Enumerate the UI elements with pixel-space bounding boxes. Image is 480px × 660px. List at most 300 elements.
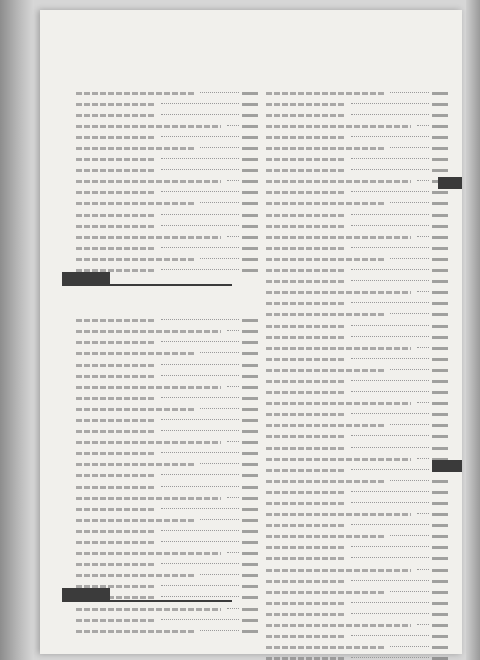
toc-entry-title [266, 491, 345, 494]
section-title [62, 588, 110, 602]
dot-leader [200, 147, 239, 148]
toc-entry-title [76, 452, 155, 455]
toc-entry [62, 393, 258, 403]
toc-entry [62, 415, 258, 425]
toc-entry-title [266, 158, 345, 161]
highlight-stamp [432, 460, 462, 472]
toc-entry-title [266, 236, 411, 239]
dot-leader [351, 524, 430, 525]
toc-entry-author [432, 236, 448, 239]
dot-leader [390, 258, 429, 259]
toc-entry-title [76, 236, 221, 239]
dot-leader [351, 358, 430, 359]
toc-entry [62, 232, 258, 242]
toc-entry-author [432, 557, 448, 560]
dot-leader [351, 103, 430, 104]
toc-entry [62, 549, 258, 559]
dot-leader [351, 247, 430, 248]
toc-entry-author [432, 336, 448, 339]
toc-entry [252, 254, 448, 264]
dot-leader [227, 236, 239, 237]
dot-leader [351, 280, 430, 281]
dot-leader [161, 158, 240, 159]
toc-entry-title [266, 580, 345, 583]
toc-entry-title [76, 608, 221, 611]
toc-entry [252, 487, 448, 497]
dot-leader [351, 602, 430, 603]
toc-entry-title [266, 424, 384, 427]
toc-entry-title [76, 474, 155, 477]
toc-entry-title [266, 92, 384, 95]
dot-leader [390, 147, 429, 148]
dot-leader [161, 452, 240, 453]
toc-entry-title [266, 191, 345, 194]
dot-leader [161, 541, 240, 542]
toc-entry-title [266, 313, 384, 316]
toc-entry-title [76, 486, 155, 489]
toc-entry-title [266, 447, 345, 450]
toc-entry-author [432, 214, 448, 217]
toc-entry-author [432, 646, 448, 649]
highlight-stamp [438, 177, 462, 189]
toc-entry-title [266, 136, 345, 139]
toc-entry [62, 99, 258, 109]
toc-entry-title [266, 214, 345, 217]
dot-leader [390, 313, 429, 314]
toc-entry [252, 432, 448, 442]
toc-entry [62, 626, 258, 636]
dot-leader [161, 508, 240, 509]
dot-leader [161, 474, 240, 475]
toc-entry-title [76, 563, 155, 566]
toc-entry-title [266, 391, 345, 394]
dot-leader [351, 302, 430, 303]
toc-entry-author [432, 391, 448, 394]
toc-entry [62, 449, 258, 459]
toc-entry [252, 443, 448, 453]
toc-entry [252, 454, 448, 464]
dot-leader [351, 336, 430, 337]
toc-entry [62, 132, 258, 142]
toc-entry-author [432, 435, 448, 438]
toc-entry [62, 338, 258, 348]
toc-entry [252, 110, 448, 120]
toc-entry [62, 438, 258, 448]
toc-entry [252, 576, 448, 586]
toc-entry-title [266, 624, 411, 627]
toc-entry-author [432, 147, 448, 150]
section-title [62, 272, 110, 286]
toc-entry-title [76, 574, 194, 577]
dot-leader [227, 441, 239, 442]
toc-entry-title [266, 458, 411, 461]
toc-entry-title [76, 397, 155, 400]
toc-entry [62, 526, 258, 536]
toc-entry-author [432, 624, 448, 627]
toc-entry-title [266, 358, 345, 361]
toc-entry-title [266, 413, 345, 416]
toc-entry-title [76, 125, 221, 128]
toc-entry-author [432, 225, 448, 228]
toc-entry-title [266, 280, 345, 283]
toc-entry-author [432, 280, 448, 283]
dot-leader [227, 608, 239, 609]
toc-entry-title [266, 291, 411, 294]
toc-entry [252, 343, 448, 353]
dot-leader [161, 619, 240, 620]
toc-entry-author [432, 613, 448, 616]
toc-entry-author [432, 191, 448, 194]
dot-leader [200, 630, 239, 631]
toc-entry-title [266, 602, 345, 605]
dot-leader [351, 380, 430, 381]
toc-entry [62, 571, 258, 581]
toc-entry [252, 121, 448, 131]
toc-entry [252, 177, 448, 187]
toc-entry-author [432, 513, 448, 516]
toc-entry [252, 188, 448, 198]
page-gutter-left [0, 0, 34, 660]
dot-leader [351, 657, 430, 658]
toc-entry-author [432, 358, 448, 361]
section-pinyin [110, 272, 232, 286]
dot-leader [200, 574, 239, 575]
dot-leader [200, 519, 239, 520]
toc-entry [252, 221, 448, 231]
toc-entry [252, 643, 448, 653]
toc-entry-title [266, 336, 345, 339]
toc-entry-title [76, 180, 221, 183]
dot-leader [161, 563, 240, 564]
toc-entry-author [432, 413, 448, 416]
toc-entry-author [432, 125, 448, 128]
dot-leader [351, 214, 430, 215]
dot-leader [351, 502, 430, 503]
dot-leader [351, 114, 430, 115]
toc-entry-author [432, 313, 448, 316]
toc-entry [62, 110, 258, 120]
dot-leader [161, 430, 240, 431]
dot-leader [390, 535, 429, 536]
dot-leader [417, 402, 429, 403]
toc-entry [252, 521, 448, 531]
toc-entry [62, 199, 258, 209]
toc-entry-author [432, 347, 448, 350]
dot-leader [351, 491, 430, 492]
toc-entry-title [76, 619, 155, 622]
toc-entry [62, 210, 258, 220]
toc-entry-title [76, 386, 221, 389]
toc-entry-title [76, 541, 155, 544]
toc-entry [252, 266, 448, 276]
toc-entry [62, 537, 258, 547]
toc-entry-title [76, 497, 221, 500]
dot-leader [351, 225, 430, 226]
dot-leader [351, 169, 430, 170]
toc-entry [62, 254, 258, 264]
dot-leader [417, 458, 429, 459]
toc-entry-title [76, 319, 155, 322]
dot-leader [390, 92, 429, 93]
dot-leader [351, 269, 430, 270]
toc-entry [252, 554, 448, 564]
toc-entry-title [266, 258, 384, 261]
toc-column-right [252, 88, 448, 660]
dot-leader [161, 364, 240, 365]
toc-entry [62, 88, 258, 98]
toc-entry-title [76, 519, 194, 522]
toc-entry-author [432, 580, 448, 583]
toc-entry-title [266, 524, 345, 527]
dot-leader [200, 352, 239, 353]
toc-entry-title [76, 408, 194, 411]
toc-entry [62, 360, 258, 370]
toc-entry-title [266, 302, 345, 305]
dot-leader [417, 180, 429, 181]
dot-leader [227, 180, 239, 181]
toc-entry-title [76, 352, 194, 355]
toc-entry-title [76, 225, 155, 228]
toc-entry-title [266, 613, 345, 616]
dot-leader [417, 624, 429, 625]
toc-entry [62, 471, 258, 481]
toc-entry-title [266, 202, 384, 205]
toc-entry-author [432, 491, 448, 494]
toc-entry-title [266, 147, 384, 150]
toc-entry-title [266, 402, 411, 405]
toc-entry [252, 598, 448, 608]
dot-leader [200, 258, 239, 259]
toc-entry-title [76, 330, 221, 333]
toc-entry-author [432, 402, 448, 405]
toc-entry [62, 327, 258, 337]
dot-leader [390, 424, 429, 425]
toc-entry-title [266, 635, 345, 638]
dot-leader [161, 397, 240, 398]
toc-entry [62, 404, 258, 414]
toc-entry [252, 388, 448, 398]
dot-leader [161, 191, 240, 192]
toc-entry [252, 143, 448, 153]
dot-leader [351, 158, 430, 159]
dot-leader [390, 369, 429, 370]
toc-entry [62, 460, 258, 470]
toc-entry [252, 632, 448, 642]
toc-entry [252, 132, 448, 142]
toc-entry-title [266, 591, 384, 594]
toc-entry [252, 376, 448, 386]
toc-entry-author [432, 447, 448, 450]
toc-entry [252, 155, 448, 165]
toc-entry-title [76, 258, 194, 261]
dot-leader [161, 114, 240, 115]
toc-entry-title [76, 169, 155, 172]
toc-entry [252, 587, 448, 597]
toc-entry-author [432, 535, 448, 538]
toc-entry-author [432, 269, 448, 272]
toc-entry-title [76, 191, 155, 194]
toc-entry-title [76, 630, 194, 633]
toc-entry-author [432, 302, 448, 305]
toc-entry [62, 177, 258, 187]
dot-leader [161, 585, 240, 586]
dot-leader [351, 413, 430, 414]
toc-entry [252, 310, 448, 320]
toc-entry-author [432, 480, 448, 483]
dot-leader [161, 269, 240, 270]
dot-leader [227, 125, 239, 126]
toc-entry [252, 410, 448, 420]
toc-entry [62, 121, 258, 131]
dot-leader [351, 469, 430, 470]
toc-entry-author [432, 569, 448, 572]
toc-entry [62, 482, 258, 492]
toc-entry-author [432, 136, 448, 139]
toc-entry-author [432, 258, 448, 261]
toc-entry [62, 188, 258, 198]
toc-entry [252, 498, 448, 508]
dot-leader [200, 463, 239, 464]
toc-entry-title [266, 646, 384, 649]
toc-entry-title [266, 557, 345, 560]
dot-leader [351, 447, 430, 448]
toc-entry-title [76, 92, 194, 95]
toc-entry [62, 166, 258, 176]
dot-leader [161, 375, 240, 376]
dot-leader [390, 480, 429, 481]
dot-leader [200, 202, 239, 203]
toc-entry [252, 166, 448, 176]
toc-entry-title [76, 147, 194, 150]
section-pinyin [110, 588, 232, 602]
dot-leader [227, 330, 239, 331]
dot-leader [200, 408, 239, 409]
toc-entry-author [432, 103, 448, 106]
toc-entry-title [266, 502, 345, 505]
dot-leader [390, 591, 429, 592]
toc-entry-title [266, 513, 411, 516]
toc-entry [62, 143, 258, 153]
toc-entry-author [432, 546, 448, 549]
dot-leader [351, 613, 430, 614]
toc-entry [252, 365, 448, 375]
toc-entry [252, 510, 448, 520]
toc-entry-title [76, 341, 155, 344]
toc-entry-title [266, 569, 411, 572]
toc-entry-title [266, 480, 384, 483]
toc-entry-author [432, 502, 448, 505]
toc-entry [252, 565, 448, 575]
toc-entry-author [432, 369, 448, 372]
toc-entry-author [432, 591, 448, 594]
toc-entry-author [432, 247, 448, 250]
toc-entry-author [432, 424, 448, 427]
dot-leader [161, 419, 240, 420]
dot-leader [417, 236, 429, 237]
dot-leader [161, 214, 240, 215]
page-gutter-right [466, 0, 480, 660]
dot-leader [417, 513, 429, 514]
dot-leader [227, 386, 239, 387]
toc-entry [62, 155, 258, 165]
toc-entry [252, 232, 448, 242]
toc-entry-title [266, 380, 345, 383]
toc-entry [252, 332, 448, 342]
dot-leader [351, 635, 430, 636]
toc-entry [62, 316, 258, 326]
toc-entry-author [432, 92, 448, 95]
dot-leader [351, 136, 430, 137]
toc-entry [252, 88, 448, 98]
toc-entry-author [432, 169, 448, 172]
toc-entry [252, 243, 448, 253]
toc-entry-author [432, 114, 448, 117]
toc-entry [252, 532, 448, 542]
dot-leader [390, 646, 429, 647]
toc-entry-title [76, 247, 155, 250]
toc-entry-author [432, 602, 448, 605]
toc-entry [62, 221, 258, 231]
dot-leader [390, 202, 429, 203]
toc-entry [62, 382, 258, 392]
toc-entry-title [266, 469, 345, 472]
dot-leader [227, 552, 239, 553]
toc-entry [252, 199, 448, 209]
dot-leader [161, 225, 240, 226]
toc-entry-title [266, 125, 411, 128]
toc-entry-title [266, 546, 345, 549]
dot-leader [417, 291, 429, 292]
toc-entry-author [432, 158, 448, 161]
toc-entry-title [76, 463, 194, 466]
toc-entry-title [76, 214, 155, 217]
dot-leader [161, 169, 240, 170]
toc-entry [252, 299, 448, 309]
toc-entry-title [266, 180, 411, 183]
toc-entry-title [76, 441, 221, 444]
toc-entry-title [266, 435, 345, 438]
toc-entry-title [266, 535, 384, 538]
dot-leader [161, 319, 240, 320]
toc-entry [252, 543, 448, 553]
dot-leader [417, 125, 429, 126]
dot-leader [161, 103, 240, 104]
toc-entry [252, 609, 448, 619]
toc-entry [252, 210, 448, 220]
dot-leader [227, 497, 239, 498]
toc-entry-title [76, 103, 155, 106]
toc-entry-title [266, 169, 345, 172]
toc-entry [62, 515, 258, 525]
toc-entry-title [266, 369, 384, 372]
dot-leader [200, 92, 239, 93]
dot-leader [351, 580, 430, 581]
toc-entry-title [76, 375, 155, 378]
dot-leader [351, 546, 430, 547]
toc-entry [252, 399, 448, 409]
toc-entry [252, 465, 448, 475]
toc-entry-author [432, 635, 448, 638]
toc-entry [62, 604, 258, 614]
toc-entry [252, 621, 448, 631]
toc-entry-title [266, 247, 345, 250]
toc-entry-title [76, 114, 155, 117]
dot-leader [351, 191, 430, 192]
dot-leader [417, 347, 429, 348]
toc-entry [252, 654, 448, 660]
toc-entry-author [432, 524, 448, 527]
dot-leader [161, 341, 240, 342]
